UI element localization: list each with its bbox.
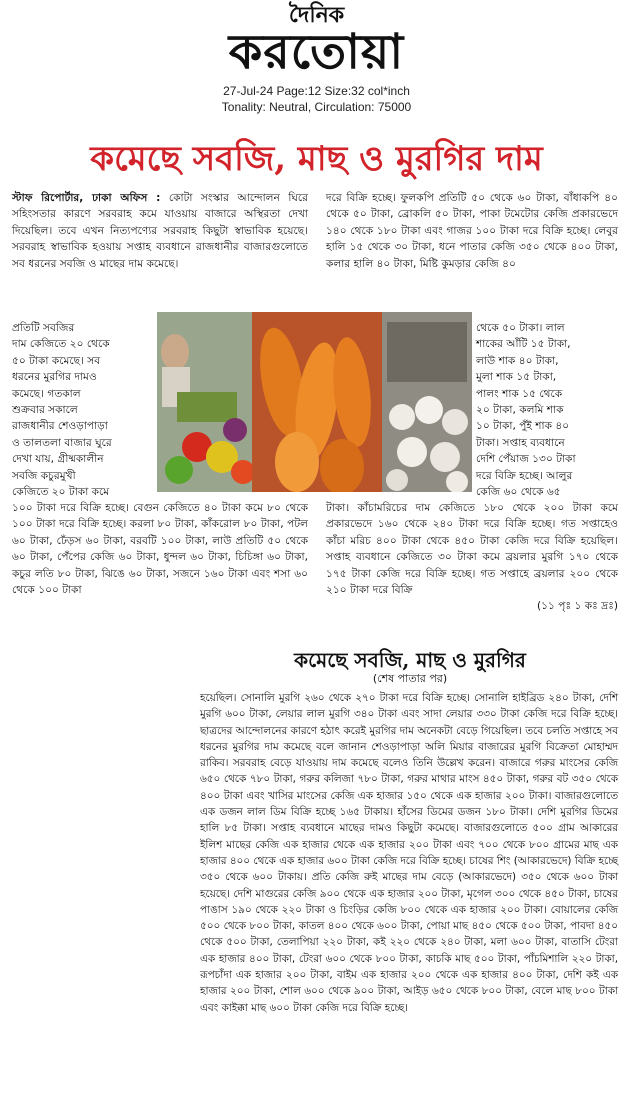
byline: স্টাফ রিপোর্টার, ঢাকা অফিস : [12, 192, 161, 204]
col1-bottom-text: ১০০ টাকা দরে বিক্রি হচ্ছে। বেগুন কেজিতে ৪০ টাকা কমে ৮০ থেকে ১০০ টাকা দরে বিক্রি হচ্ছে। করলা ৮০ টাকা, কাঁকরোল ৮০ টাকা, পটল ৬০ টাকা, ঢেঁড়স ৬০ টাকা, বরবটি ১০০ টাকা, লাউ প্রতিটি ৫০ থেকে ৬০ টাকা, পেঁপের কেজি ৬০ টাকা, ধুন্দল ৬০ টাকা, চিচিঙ্গা ৬০ টাকা, কচুর লতি ৮০ টাকা, ঝিঙে ৬০ টাকা, সজনে ১৬০ টাকা এবং শসা ৬০ থেকে ১০০ টাকা [12, 502, 308, 597]
clip-meta-line2: Tonality: Neutral, Circulation: 75000 [221, 100, 412, 114]
col2-bottom-text: টাকা। কাঁচামরিচের দাম কেজিতে ১৮০ থেকে ২০০ টাকা কমে প্রকারভেদে ১৬০ থেকে ২৪০ টাকা দরে বিক্রি হচ্ছে। গত সপ্তাহেও কাঁচা মরিচ ৪০০ টাকা থেকে ৪৫০ টাকা কেজি দরে বিক্রি হয়েছিল। সপ্তাহ ব্যবধানে কেজিতে ৩০ টাকা কমে ব্রয়লার মুরগি ১৭০ থেকে ১৭৫ টাকা কেজি দরে বিক্রি হচ্ছে। গত সপ্তাহে ব্রয়লার ২০০ থেকে ২১০ টাকা দরে বিক্রি [326, 502, 618, 597]
masthead-small: দৈনিক [288, 2, 345, 28]
col1-bottom [12, 500, 308, 598]
continued-marker: (১১ পৃঃ ১ কঃ দ্রঃ) [537, 600, 618, 613]
clip-meta-line1: 27-Jul-24 Page:12 Size:32 col*inch [223, 84, 410, 98]
photo-svg [157, 312, 472, 492]
market-produce-photo [157, 312, 472, 492]
col2-wrap-line: মুলা শাক ১৫ টাকা, [476, 371, 557, 384]
col2-wrap-line: থেকে ৫০ টাকা। লাল [476, 322, 565, 334]
col2-wrap-line: দরে বিক্রি হচ্ছে। আলুর [476, 469, 573, 482]
col1-wrap-line: ৫০ টাকা কমেছে। সব [12, 354, 101, 367]
col2-wrap [476, 320, 618, 500]
col2-bottom [326, 500, 618, 615]
col2-wrap-line: কেজি ৬০ থেকে ৬৫ [476, 486, 561, 499]
col2-wrap-line: টাকা। সপ্তাহ ব্যবধানে [476, 436, 565, 449]
col2-wrap-line: পালং শাক ১৫ থেকে [476, 387, 563, 400]
col2-top-text: দরে বিক্রি হচ্ছে। ফুলকপি প্রতিটি ৫০ থেকে ৬০ টাকা, বাঁধাকপি ৪০ থেকে ৫০ টাকা, ব্রোকলি ৫০ টাকা, পাকা টমেটোর কেজি প্রকারভেদে ১৪০ থেকে ১৮০ টাকা এবং গাজর ১০০ টাকা দরে বিক্রি হচ্ছে। লেবুর হালি ১৫ থেকে ৩০ টাকা, ধনে পাতার কেজি ৩৫০ থেকে ৪০০ টাকা, কলার হালি ৪০ টাকা, মিষ্টি কুমড়ার কেজি ৪০ [326, 192, 618, 270]
continuation-body-text: হয়েছিল। সোনালি মুরগি ২৬০ থেকে ২৭০ টাকা দরে বিক্রি হচ্ছে। সোনালি হাইব্রিড ২৪০ টাকা, দেশি মুরগি ৬০০ টাকা, লেয়ার লাল মুরগি ৩৪০ টাকা এবং সাদা লেয়ার ৩৩০ টাকা কেজি দরে বিক্রি হচ্ছে। ছাত্রদের আন্দোলনের কারণে হঠাৎ করেই মুরগির দাম অনেকটা বেড়ে গিয়েছিল। তবে চলতি সপ্তাহে সব ধরনের মুরগির দাম কমেছে বলে জানান শেওড়াপাড়া অলি মিয়ার বাজারের মুরগি বিক্রেতা মোহাম্মদ রাকিব। সরবরাহ বেড়ে যাওয়ায় দাম কমেছে বলেও তিনি উল্লেখ করেন। বাজারে গরুর মাংসের কেজি ৬৫০ থেকে ৭৮০ টাকা, গরুর কলিজা ৭৮০ টাকা, গরুর মাথার মাংস ৪৫০ টাকা, গরুর বট ৩৫০ থেকে ৪০০ টাকা এবং খাসির মাংসের কেজি এক হাজার ১৫০ থেকে এক হাজার ২০০ টাকা। বাজারগুলোতে এক ডজন লাল ডিম বিক্রি হচ্ছে ১৬৫ টাকায়। হাঁসের ডিমের ডজন ১৮০ টাকা। দেশি মুরগির ডিমের হালি ৮৫ টাকা। সপ্তাহ ব্যবধানে মাছের দামও কিছুটা কমেছে। বাজারগুলোতে ৫০০ গ্রাম আকারের ইলিশ মাছের কেজি এক হাজার থেকে এক হাজার ২০০ টাকা এবং ৭০০ থেকে ৮০০ গ্রামের মাছ এক হাজার ৪০০ থেকে এক হাজার ৬০০ টাকা কেজি দরে বিক্রি হচ্ছে। চাষের শিং (আকারভেদে) বিক্রি হচ্ছে ৩৫০ থেকে ৬০০ টাকায়। প্রতি কেজি রুই মাছের দাম বেড়ে (আকারভেদে) ৩৫০ থেকে ৬০০ টাকা হয়েছে। দেশি মাগুরের কেজি ৯০০ থেকে এক হাজার ২০০ টাকা, মৃগেল ৩০০ থেকে ৪৫০ টাকা, চাষের পাঙাস ১৯০ থেকে ২২০ টাকা ও চিংড়ির কেজি ৮০০ থেকে এক হাজার ২০০ টাকা। বোয়ালের কেজি ৫০০ থেকে ৮০০ টাকা, কাতল ৪০০ থেকে ৬০০ টাকা, পোয়া মাছ ৪৫০ থেকে ৫০০ টাকা, পাবদা ৪৫০ থেকে ৫০০ টাকা, তেলাপিয়া ২২০ টাকা, কই ২২০ থেকে ২৪০ টাকা, মলা ৬০০ টাকা, বাতাসি টেংরা এক হাজার ৪০০ টাকা, টেংরা ৬০০ থেকে ৮০০ টাকা, কাচকি মাছ ৫০০ টাকা, পাঁচমিশালি ২২০ টাকা, রূপচাঁদা এক হাজার ২০০ টাকা, বাইম এক হাজার ২০০ থেকে এক হাজার ৪০০ টাকা, দেশি কই এক হাজার ২০০ টাকা, শোল ৬০০ থেকে ৯০০ টাকা, আইড় ৬৫০ থেকে ৮০০ টাকা, বেলে মাছ ৮০০ টাকা এবং কাইক্কা মাছ ৬০০ টাকা কেজি দরে বিক্রি হচ্ছে। [200, 692, 618, 1014]
continuation-body [200, 690, 618, 1016]
col2-wrap-line: শাকের আঁটি ১৫ টাকা, [476, 338, 571, 351]
col1-wrap-line: শুক্রবার সকালে [12, 404, 78, 417]
col2-wrap-line: ২০ টাকা, কলমি শাক [476, 404, 564, 417]
col1-intro [12, 190, 308, 272]
col1-wrap-line: কেজিতে ২০ টাকা কমে [12, 486, 110, 499]
col1-wrap-line: দেখা যায়, গ্রীষ্মকালীন [12, 453, 104, 466]
continuation-headline: কমেছে সবজি, মাছ ও মুরগির [294, 648, 526, 672]
col1-wrap-line: সবজি কচুরমুখী [12, 469, 76, 482]
col1-wrap-line: ধরনের মুরগির দামও [12, 371, 97, 384]
col2-top [326, 190, 618, 272]
col2-wrap-line: দেশি পেঁয়াজ ১৩০ টাকা [476, 453, 576, 466]
col2-wrap-line: লাউ শাক ৪০ টাকা, [476, 354, 559, 367]
continuation-subhead: (শেষ পাতার পর) [372, 672, 448, 685]
col1-wrap-line: প্রতিটি সবজির [12, 322, 75, 334]
col2-wrap-line: ১০ টাকা, পুঁই শাক ৪০ [476, 420, 570, 433]
col1-wrap-line: রাজধানীর শেওড়াপাড়া [12, 420, 108, 433]
masthead-logo: করতোয়া [228, 24, 405, 80]
col1-intro-text: কোটা সংস্কার আন্দোলন ঘিরে সহিংসতার কারণে সরবরাহ কমে যাওয়ায় বাজারে অস্থিরতা দেখা দিয়েছিল। তবে এখন নিত্যপণ্যের সরবরাহ কিছুটা স্বাভাবিক হয়েছে। সরবরাহ স্বাভাবিক হওয়ায় সপ্তাহ ব্যবধানে রাজধানীর বাজারগুলোতে সব ধরনের সবজি ও মাছের দাম কমেছে। [12, 192, 308, 270]
col1-wrap [12, 320, 154, 500]
col1-wrap-line: দাম কেজিতে ২০ থেকে [12, 338, 110, 351]
col1-wrap-line: ও তালতলা বাজার ঘুরে [12, 436, 112, 449]
main-headline: কমেছে সবজি, মাছ ও মুরগির দাম [90, 139, 543, 179]
col1-wrap-line: কমেছে। গতকাল [12, 387, 81, 400]
